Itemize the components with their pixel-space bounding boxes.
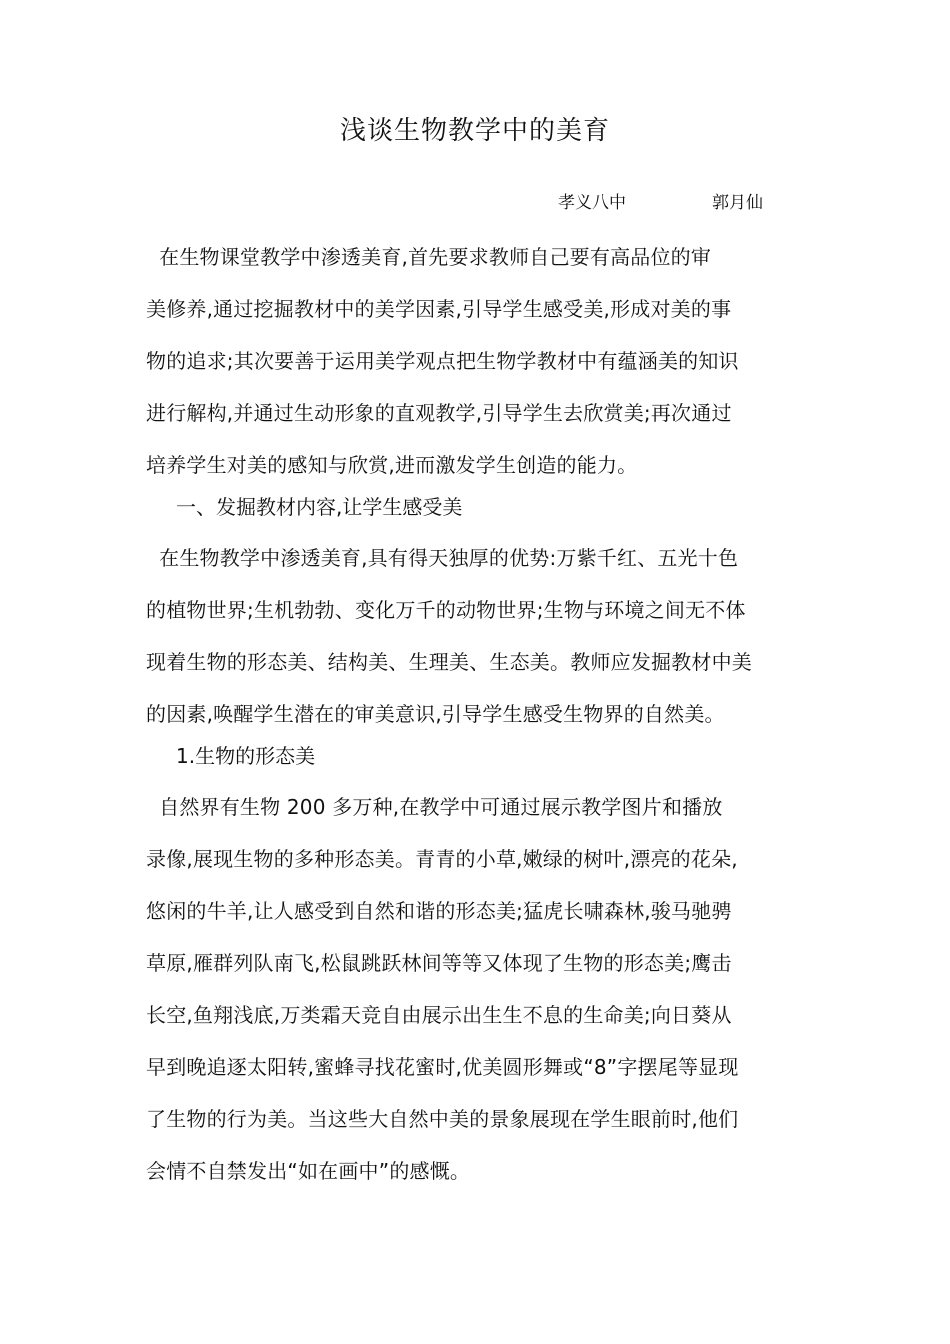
paragraph-line: 早到晚追逐太阳转,蜜蜂寻找花蜜时,优美圆形舞或“8”字摆尾等显现 [146, 1055, 739, 1079]
paragraph-line: 自然界有生物 200 多万种,在教学中可通过展示教学图片和播放 [146, 795, 723, 819]
paragraph-line: 长空,鱼翔浅底,万类霜天竞自由展示出生生不息的生命美;向日葵从 [146, 1003, 732, 1027]
paragraph-line: 录像,展现生物的多种形态美。青青的小草,嫩绿的树叶,漂亮的花朵, [146, 847, 738, 871]
paragraph-line: 草原,雁群列队南飞,松鼠跳跃林间等等又体现了生物的形态美;鹰击 [146, 951, 732, 975]
paragraph-line: 物的追求;其次要善于运用美学观点把生物学教材中有蕴涵美的知识 [146, 349, 739, 373]
paragraph-line: 了生物的行为美。当这些大自然中美的景象展现在学生眼前时,他们 [146, 1107, 739, 1131]
paragraph-line: 的植物世界;生机勃勃、变化万千的动物世界;生物与环境之间无不体 [146, 598, 746, 622]
paragraph-line: 会情不自禁发出“如在画中”的感慨。 [146, 1159, 471, 1183]
subsection-paragraph [146, 781, 808, 1197]
intro-paragraph [146, 231, 808, 491]
paragraph-line: 培养学生对美的感知与欣赏,进而激发学生创造的能力。 [146, 453, 638, 477]
subsection-heading: 1.生物的形态美 [176, 744, 316, 768]
paragraph-line: 悠闲的牛羊,让人感受到自然和谐的形态美;猛虎长啸森林,骏马驰骋 [146, 899, 732, 923]
document-title: 浅谈生物教学中的美育 [339, 116, 610, 146]
section-paragraph [146, 532, 808, 740]
paragraph-line: 的因素,唤醒学生潜在的审美意识,引导学生感受生物界的自然美。 [146, 702, 725, 726]
paragraph-line: 进行解构,并通过生动形象的直观教学,引导学生去欣赏美;再次通过 [146, 401, 732, 425]
paragraph-line: 美修养,通过挖掘教材中的美学因素,引导学生感受美,形成对美的事 [146, 297, 732, 321]
author-name: 郭月仙 [712, 193, 763, 213]
section-heading: 一、发掘教材内容,让学生感受美 [176, 495, 463, 519]
paragraph-line: 现着生物的形态美、结构美、生理美、生态美。教师应发掘教材中美 [146, 650, 752, 674]
paragraph-line: 在生物课堂教学中渗透美育,首先要求教师自己要有高品位的审 [146, 245, 712, 269]
paragraph-line: 在生物教学中渗透美育,具有得天独厚的优势:万紫千红、五光十色 [146, 546, 739, 570]
author-school: 孝义八中 [558, 193, 626, 213]
